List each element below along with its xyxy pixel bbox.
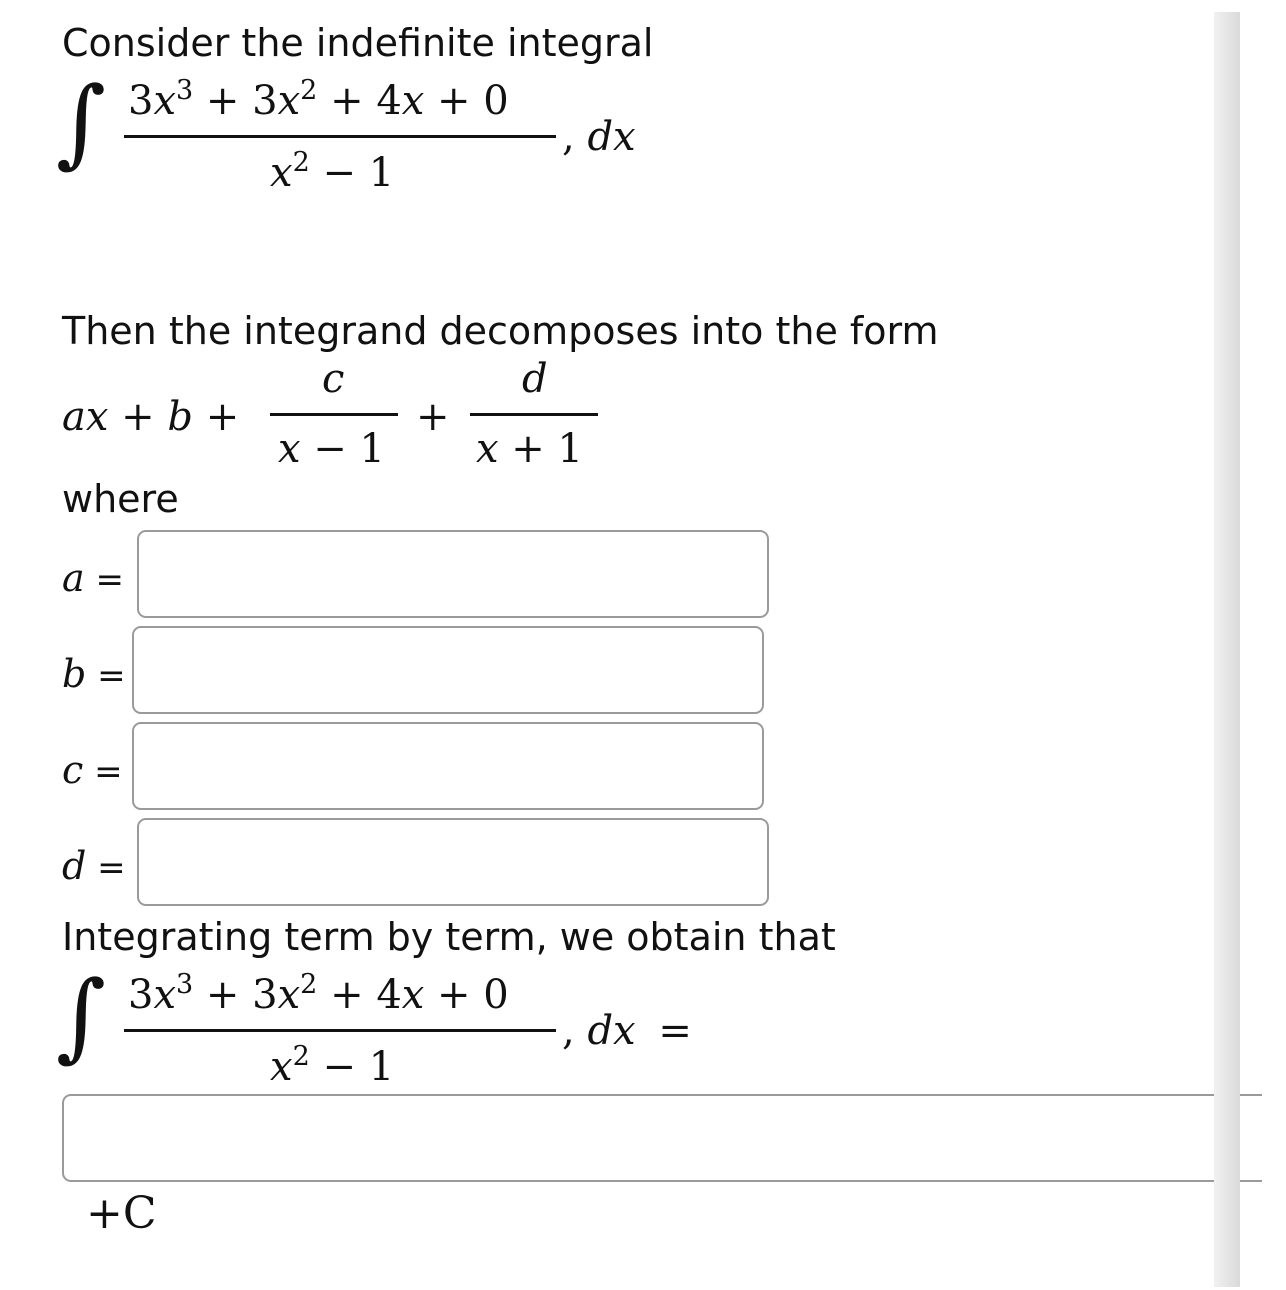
field-d-label: d = xyxy=(62,844,126,888)
integral-dx-2: , dx = xyxy=(562,1008,692,1054)
field-a-label: a = xyxy=(62,556,124,600)
integral-dx: , dx xyxy=(562,114,636,160)
integral-sign-2: ∫ xyxy=(56,960,107,1072)
integral-denominator: $x^2 - 1$ xyxy=(270,147,395,196)
d-fraction-bar xyxy=(470,413,598,416)
c-denominator: x − 1 xyxy=(278,426,385,472)
field-b-label: b = xyxy=(62,652,126,696)
antiderivative-input[interactable] xyxy=(62,1094,1262,1182)
d-numerator: d xyxy=(522,356,548,402)
plus-c: +C xyxy=(86,1188,157,1239)
integral-numerator-2: $3x^3 + 3x^2 + 4x + 0$ xyxy=(128,969,509,1018)
scrollbar[interactable] xyxy=(1214,12,1240,1287)
fraction-bar xyxy=(124,135,556,138)
integrating-text: Integrating term by term, we obtain that xyxy=(62,915,836,959)
a-input[interactable] xyxy=(137,530,769,618)
d-input[interactable] xyxy=(137,818,769,906)
integral-denominator-2: $x^2 - 1$ xyxy=(270,1041,395,1090)
fraction-bar-2 xyxy=(124,1029,556,1032)
field-c-label: c = xyxy=(62,748,123,792)
decomp-linear-part: ax + b + xyxy=(62,394,240,440)
intro-text: Consider the indefinite integral xyxy=(62,21,654,65)
c-fraction-bar xyxy=(270,413,398,416)
c-numerator: c xyxy=(322,356,345,402)
integral-numerator: $3x^3 + 3x^2 + 4x + 0$ xyxy=(128,75,509,124)
decomp-plus: + xyxy=(416,394,450,440)
d-denominator: x + 1 xyxy=(476,426,583,472)
decomposition-text: Then the integrand decomposes into the form xyxy=(62,309,939,353)
c-input[interactable] xyxy=(132,722,764,810)
where-text: where xyxy=(62,477,179,521)
b-input[interactable] xyxy=(132,626,764,714)
integral-sign: ∫ xyxy=(56,66,107,178)
